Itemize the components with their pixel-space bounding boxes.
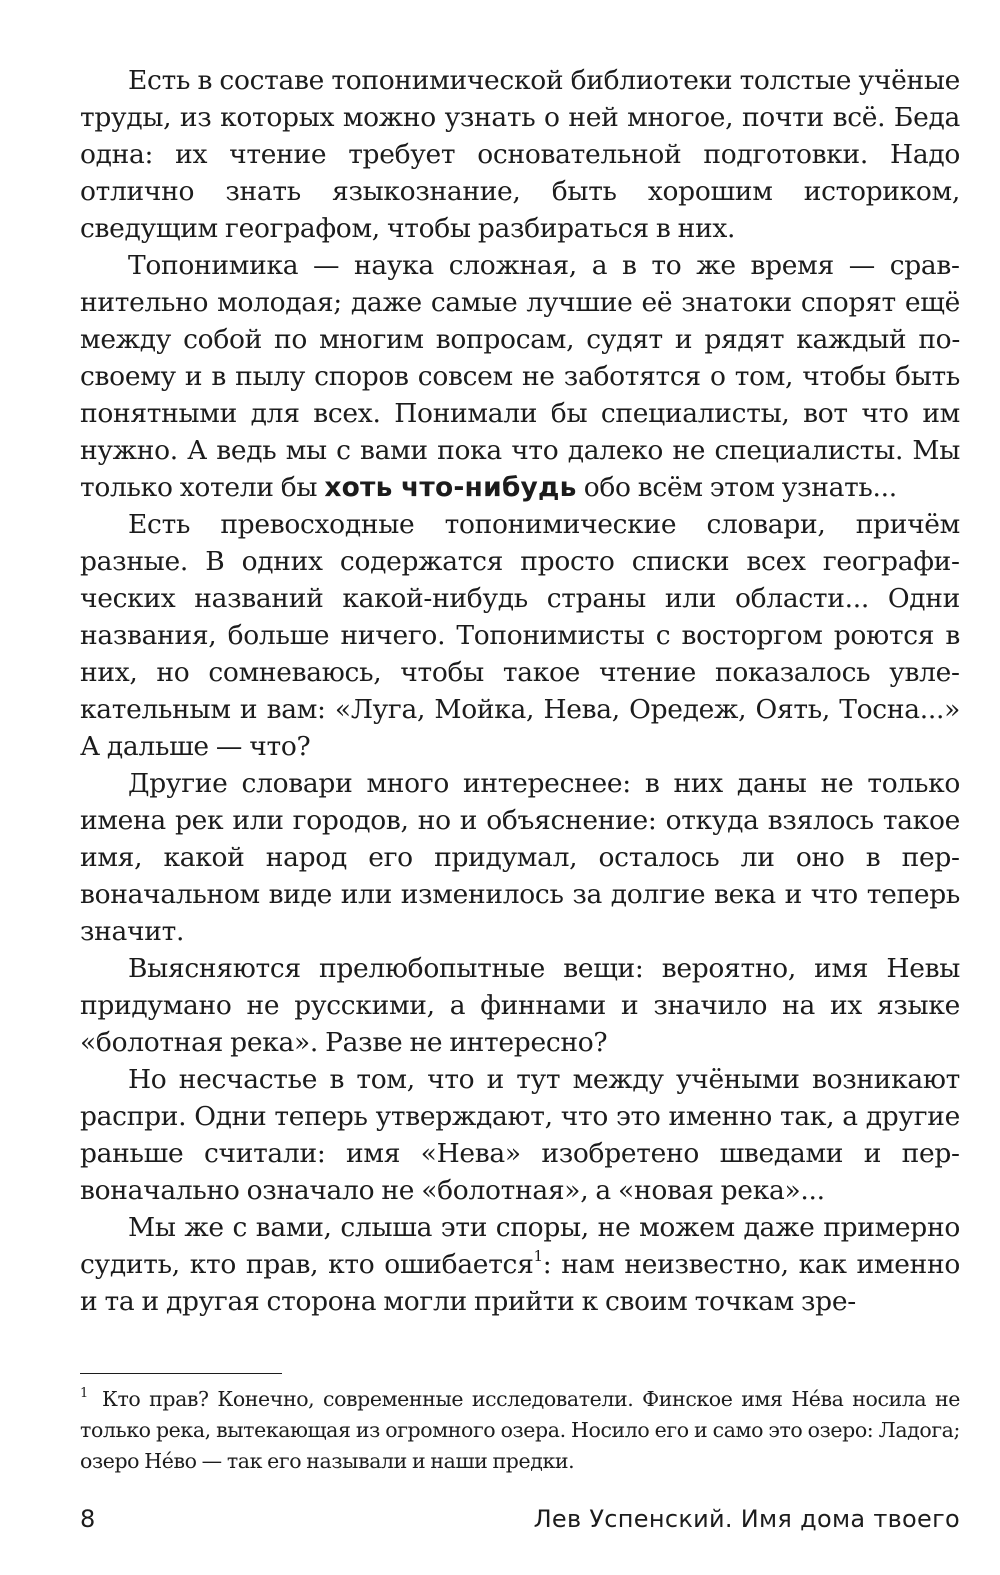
paragraph-2 [80, 247, 960, 506]
footnote-reference[interactable]: 1 [533, 1247, 543, 1266]
book-page [80, 62, 960, 1562]
footnote-marker: 1 [80, 1386, 88, 1401]
footnote-text: Кто прав? Конечно, современные исследователи. Финское имя Нéва носила не только река, вытекающая из огромного озера. Носило его и само это озеро: Ладога; озеро Нéво — так его называли и наши предки. [80, 1387, 960, 1473]
footnote-divider [80, 1373, 282, 1374]
emphasis-phrase: хоть что-нибудь [324, 472, 577, 503]
paragraph-3: Есть превосходные топонимические словари, причём разные. В одних содержатся просто списки всех географических названий какой-нибудь страны или области... Одни названия, больше ничего. Топонимисты с восторгом роются в них, но сомневаюсь, чтобы такое чтение показалось увлекательным и вам: «Луга, Мойка, Нева, Оредеж, Оять, Тосна...» А дальше — что? [80, 509, 960, 762]
page-footer [80, 1497, 960, 1541]
paragraph-7-text-end: : нам неизвестно, как именно и та и другая сторона могли прийти к своим точкам зре- [80, 1249, 960, 1317]
paragraph-2-text-end: обо всём этом узнать... [576, 472, 897, 503]
paragraph-1: Есть в составе топонимической библиотеки толстые учёные труды, из которых можно узнать о ней многое, почти всё. Беда одна: их чтение требует основательной подготовки. Надо отлично знать языкознание, быть хорошим историком, сведущим географом, чтобы разбираться в них. [80, 65, 960, 244]
paragraph-7 [80, 1209, 960, 1320]
footnote [80, 1384, 960, 1477]
paragraph-7-text-start: Мы же с вами, слыша эти споры, не можем даже примерно судить, кто прав, кто ошибается [80, 1212, 960, 1280]
paragraph-6: Но несчастье в том, что и тут между учёными возникают распри. Одни теперь утверждают, что это именно так, а другие раньше считали: имя «Нева» изобретено шведами и первоначально означало не «болотная», а «новая река»... [80, 1064, 960, 1206]
main-text [80, 62, 960, 1320]
paragraph-4: Другие словари много интереснее: в них даны не только имена рек или городов, но и объяснение: откуда взялось такое имя, какой народ его придумал, осталось ли оно в первоначальном виде или изменилось за долгие века и что теперь значит. [80, 768, 960, 947]
paragraph-2-text-start: Топонимика — наука сложная, а в то же время — сравнительно молодая; даже самые лучшие её знатоки спорят ещё между собой по многим вопросам, судят и рядят каждый по-своему и в пылу споров совсем не заботятся о том, чтобы быть понятными для всех. Понимали бы специалисты, вот что им нужно. А ведь мы с вами пока что далеко не специалисты. Мы только хотели бы [80, 250, 960, 503]
running-title: Лев Успенский. Имя дома твоего [533, 1505, 960, 1533]
page-number: 8 [80, 1505, 96, 1533]
paragraph-5: Выясняются прелюбопытные вещи: вероятно, имя Невы придумано не русскими, а финнами и значило на их языке «болотная река». Разве не интересно? [80, 953, 960, 1058]
